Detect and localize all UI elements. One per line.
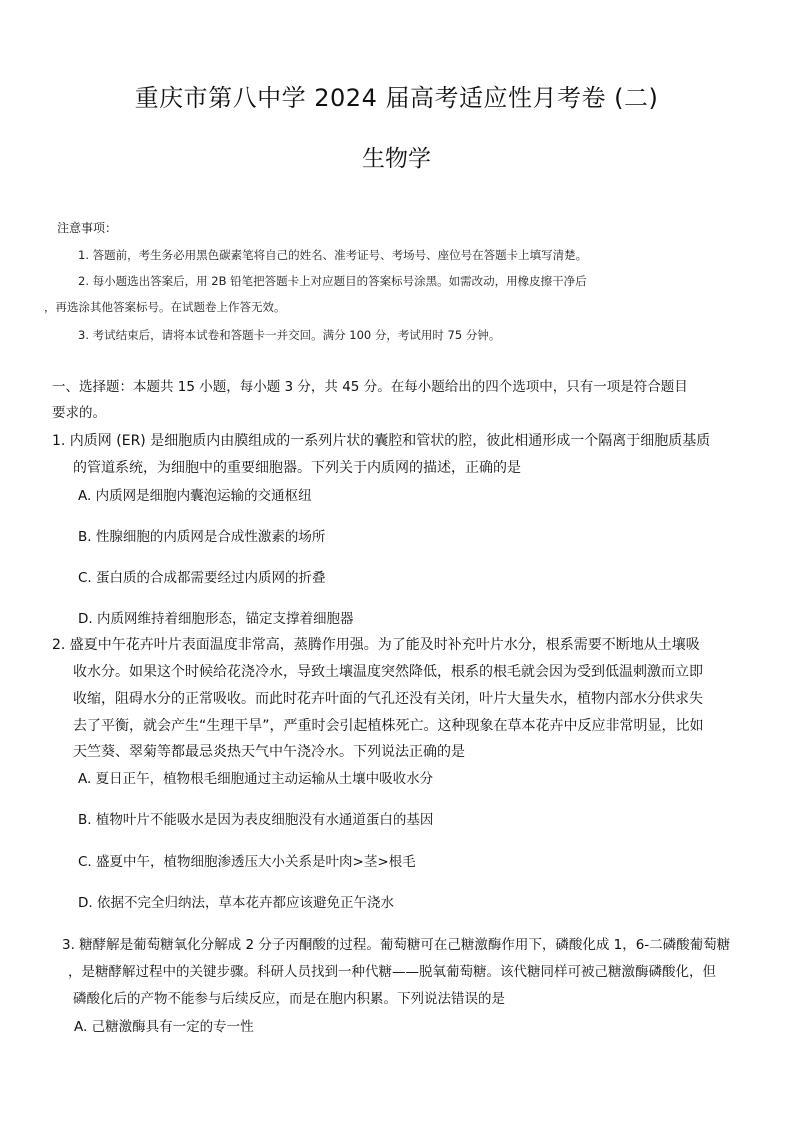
exam-title: 重庆市第八中学 2024 届高考适应性月考卷 (二) [134,84,659,112]
notice-item-1: 1. 答题前，考生务必用黑色碳素笔将自己的姓名、准考证号、考场号、座位号在答题卡上填写清楚。 [78,248,588,262]
q1-stem: 1. 内质网 (ER) 是细胞质内由膜组成的一系列片状的囊腔和管状的腔，彼此相通形成一个隔离于细胞质基质 [52,433,711,449]
q1-option-b: B. 性腺细胞的内质网是合成性激素的场所 [78,529,326,545]
q1-option-a: A. 内质网是细胞内囊泡运输的交通枢纽 [78,488,312,504]
section-heading: 一、选择题：本题共 15 小题，每小题 3 分，共 45 分。在每小题给出的四个选项中，只有一项是符合题目 [52,379,688,395]
q1-option-d: D. 内质网维持着细胞形态，锚定支撑着细胞器 [78,611,354,627]
q2-option-a: A. 夏日正午，植物根毛细胞通过主动运输从土壤中吸收水分 [78,771,434,787]
section-heading-cont: 要求的。 [52,405,106,421]
q2-option-b: B. 植物叶片不能吸水是因为表皮细胞没有水通道蛋白的基因 [78,812,434,828]
q3-stem-2: ，是糖酵解过程中的关键步骤。科研人员找到一种代糖——脱氧葡萄糖。该代糖同样可被己糖激酶磷酸化，但 [68,964,716,980]
notice-heading: 注意事项： [57,221,118,235]
q3-stem-3: 磷酸化后的产物不能参与后续反应，而是在胞内积累。下列说法错误的是 [73,991,505,1007]
q2-stem: 2. 盛夏中午花卉叶片表面温度非常高，蒸腾作用强。为了能及时补充叶片水分，根系需要不断地从土壤吸 [52,637,700,653]
q1-stem-cont: 的管道系统，为细胞中的重要细胞器。下列关于内质网的描述，正确的是 [73,460,521,476]
notice-item-2: 2. 每小题选出答案后，用 2B 铅笔把答题卡上对应题目的答案标号涂黑。如需改动，用橡皮擦干净后 [78,274,587,288]
q3-option-a: A. 己糖激酶具有一定的专一性 [74,1019,254,1035]
q2-stem-5: 天竺葵、翠菊等都最忌炎热天气中午浇冷水。下列说法正确的是 [73,744,465,760]
notice-item-2-cont: ，再选涂其他答案标号。在试题卷上作答无效。 [44,300,286,314]
q3-stem: 3. 糖酵解是葡萄糖氧化分解成 2 分子丙酮酸的过程。葡萄糖可在己糖激酶作用下，磷酸化成 1，6-二磷酸葡萄糖 [62,937,731,953]
q1-option-c: C. 蛋白质的合成都需要经过内质网的折叠 [78,570,326,586]
q2-stem-4: 去了平衡，就会产生“生理干旱”，严重时会引起植株死亡。这种现象在草本花卉中反应非常明显，比如 [73,718,704,734]
q2-option-d: D. 依据不完全归纳法，草本花卉都应该避免正午浇水 [78,895,394,911]
q2-stem-2: 收水分。如果这个时候给花浇冷水，导致土壤温度突然降低，根系的根毛就会因为受到低温刺激而立即 [73,664,703,680]
subject-title: 生物学 [362,146,431,172]
q2-option-c: C. 盛夏中午，植物细胞渗透压大小关系是叶肉>茎>根毛 [78,854,416,870]
notice-item-3: 3. 考试结束后，请将本试卷和答题卡一并交回。满分 100 分，考试用时 75 分钟。 [78,328,501,342]
q2-stem-3: 收缩，阻碍水分的正常吸收。而此时花卉叶面的气孔还没有关闭，叶片大量失水，植物内部水分供求失 [73,691,703,707]
